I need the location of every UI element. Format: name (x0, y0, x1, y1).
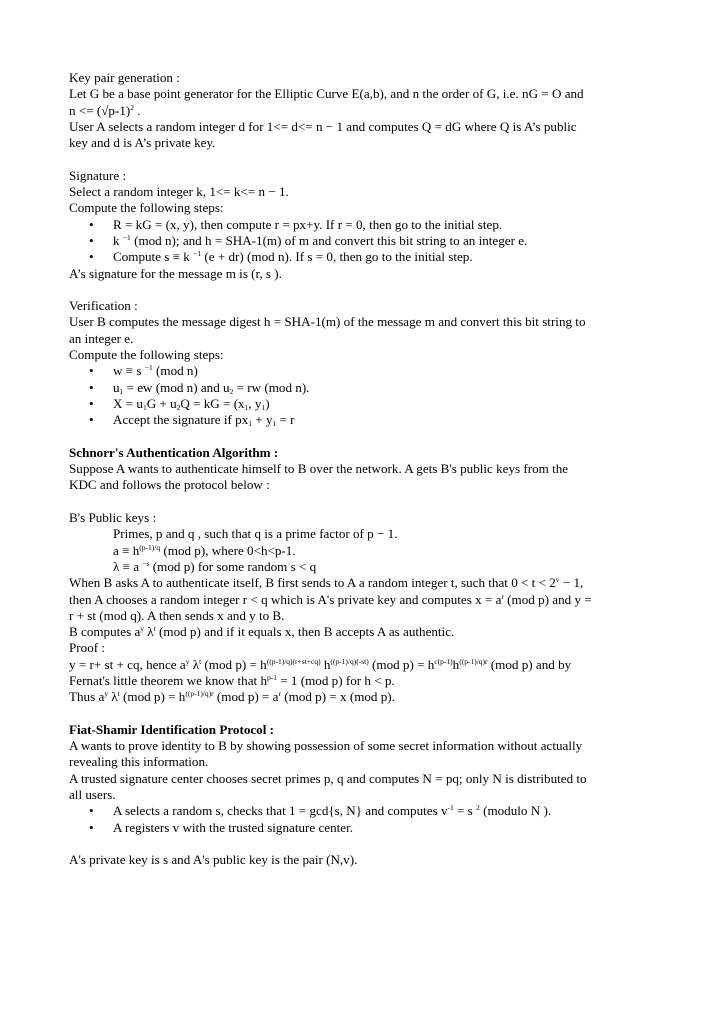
bullet-icon: • (89, 395, 94, 411)
fiat-shamir-bullet-1: • A selects a random s, checks that 1 = gcd{s, N} and computes $v^{-1} = s$ $^2$ (modulo N ). (89, 803, 552, 819)
fiat-shamir-line-5: A's private key is s and A's public key is the pair (N,v). (69, 852, 358, 868)
schnorr-proof-3: Thus $a^y$ $\lambda^t$ (mod $p) = h^{((p-1)/q)r}$ (mod $p) = a^r$ (mod p) = x (mod p). (69, 689, 395, 705)
bullet-icon: • (89, 249, 94, 265)
keypair-heading: Key pair generation : (69, 70, 180, 85)
signature-line-2: Compute the following steps: (69, 200, 224, 216)
fiat-shamir-line-3: A trusted signature center chooses secret primes p, q and computes N = pq; only N is distributed to (69, 770, 587, 786)
schnorr-line-3: When B asks A to authenticate itself, B first sends to A a random integer t, such that $0 < t < 2^v - 1$, (69, 575, 584, 591)
fiat-shamir-heading: Fiat-Shamir Identification Protocol : (69, 721, 274, 737)
schnorr-key-primes: Primes, p and q , such that q is a prime factor of p − 1. (113, 526, 398, 542)
verification-bullet-3: • $X = u_1G + u_2Q$ = kG = ($x_1$, $y_1$) (89, 395, 270, 412)
schnorr-proof-label: Proof : (69, 640, 106, 656)
keypair-line-1: Let G be a base point generator for the Elliptic Curve E(a,b), and n the order of G, i.e. nG = O and (69, 86, 584, 102)
keypair-line-4: key and d is A’s private key. (69, 135, 216, 151)
bullet-icon: • (89, 803, 94, 819)
schnorr-line-4: then A chooses a random integer r < q which is A's private key and computes $x = a^r$ (mod p) and y = (69, 591, 592, 607)
schnorr-public-keys: B's Public keys : (69, 510, 157, 526)
schnorr-line-6: B computes $a^y$ $\lambda^t$ (mod p) and if it equals x, then B accepts A as authentic. (69, 624, 455, 640)
signature-line-3: A’s signature for the message m is (r, s ). (69, 265, 282, 281)
verification-line-3: Compute the following steps: (69, 347, 224, 363)
schnorr-proof-2: Fernat's little theorem we know that $h^{p-1} = 1$ (mod p) for h < p. (69, 672, 395, 688)
signature-bullet-3: • Compute s ≡ k $^{-1}$ (e + dr) (mod n). If s = 0, then go to the initial step. (89, 249, 473, 265)
verification-line-1: User B computes the message digest h = SHA-1(m) of the message m and convert this bit string to (69, 314, 586, 330)
schnorr-heading: Schnorr's Authentication Algorithm : (69, 444, 279, 460)
fiat-shamir-line-2: revealing this information. (69, 754, 209, 770)
bullet-icon: • (89, 819, 94, 835)
signature-heading: Signature : (69, 167, 127, 183)
bullet-icon: • (89, 379, 94, 395)
schnorr-line-2: KDC and follows the protocol below : (69, 477, 270, 493)
schnorr-line-1: Suppose A wants to authenticate himself to B over the network. A gets B's public keys from the (69, 461, 569, 477)
keypair-line-3: User A selects a random integer d for 1<= d<= n − 1 and computes Q = dG where Q is A’s public (69, 118, 577, 134)
signature-line-1: Select a random integer k, 1<= k<= n − 1. (69, 184, 289, 200)
verification-line-2: an integer e. (69, 330, 134, 346)
schnorr-proof-1: y = r+ st + cq, hence $a^y$ $\lambda^t$ (mod $p) = h^{((p-1)/q)(r+st+cq)}$ $h^{((p-1)/q)(-st)}$ (mod $p) = h^{c(p-1)}h^{((p-1)/q)r}$ (mod p) and by (69, 656, 572, 672)
fiat-shamir-line-4: all users. (69, 787, 116, 803)
keypair-line-2: $n <= (√p-1)^2$ . (69, 102, 141, 118)
verification-bullet-1: • w ≡ s $^{-1}$ (mod n) (89, 363, 198, 379)
signature-bullet-1: • R = kG = (x, y), then compute r = px+y. If r = 0, then go to the initial step. (89, 216, 503, 232)
verification-bullet-4: • Accept the signature if $px_1 + y_1 = r$ (89, 412, 295, 429)
bullet-icon: • (89, 216, 94, 232)
fiat-shamir-line-1: A wants to prove identity to B by showing possession of some secret information without actually (69, 738, 583, 754)
bullet-icon: • (89, 363, 94, 379)
bullet-icon: • (89, 412, 94, 428)
schnorr-key-lambda: λ ≡ a $^{-s}$ (mod p) for some random s < q (113, 558, 317, 574)
schnorr-line-5: r + st (mod q). A then sends x and y to B. (69, 607, 285, 623)
signature-bullet-2: • k $^{-1}$ (mod n); and h = SHA-1(m) of m and convert this bit string to an integer e. (89, 232, 528, 248)
schnorr-key-a: $a \equiv h^{(p-1)/q}$ (mod p), where 0<h<p-1. (113, 542, 296, 558)
verification-bullet-2: • $u_1$ = ew (mod n) and $u_2$ = rw (mod n). (89, 379, 310, 396)
fiat-shamir-bullet-2: • A registers v with the trusted signature center. (89, 819, 353, 835)
verification-heading: Verification : (69, 298, 138, 314)
document-page (69, 70, 669, 869)
bullet-icon: • (89, 232, 94, 248)
